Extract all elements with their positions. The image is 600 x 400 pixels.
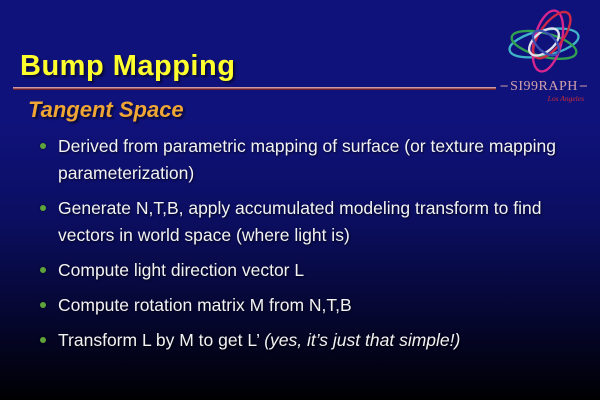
list-item [38, 133, 558, 187]
bullet-list [38, 133, 558, 362]
logo-location: Los Angeles [547, 94, 584, 103]
siggraph-logo [492, 2, 596, 103]
title-underline [13, 87, 496, 90]
list-item [38, 292, 558, 319]
list-item [38, 327, 558, 354]
list-item [38, 195, 558, 249]
bullet-text: Derived from parametric mapping of surface (or texture mapping parameterization) [58, 136, 556, 183]
page-title: Bump Mapping [20, 50, 236, 82]
bullet-text: Compute light direction vector L [58, 260, 305, 280]
bullet-text: Generate N,T,B, apply accumulated modeling transform to find vectors in world space (where light is) [58, 198, 542, 245]
list-item [38, 257, 558, 284]
bullet-text: Compute rotation matrix M from N,T,B [58, 295, 352, 315]
siggraph-rings-icon [502, 2, 586, 80]
wordmark-text: SI99RAPH [510, 79, 578, 94]
bullet-text: Transform L by M to get L’ [58, 330, 265, 350]
siggraph-wordmark [492, 80, 596, 94]
bullet-text-italic: (yes, it’s just that simple!) [264, 330, 461, 350]
slide-subtitle: Tangent Space [28, 97, 184, 122]
wordmark-left-dash: – [500, 78, 509, 93]
wordmark-right-dash: – [579, 78, 588, 93]
